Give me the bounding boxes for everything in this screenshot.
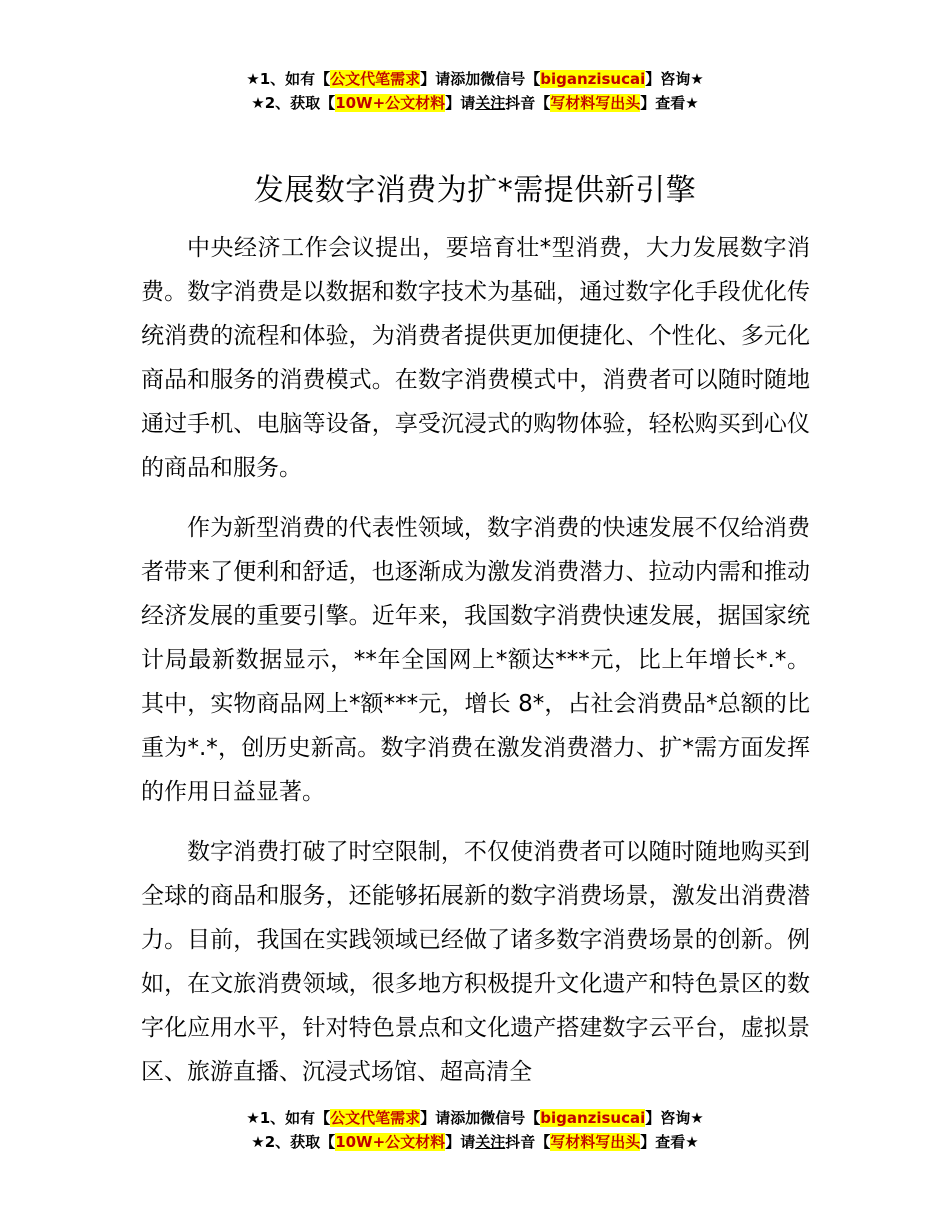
- banner-text: ★2、获取【: [251, 94, 336, 112]
- document-body: [141, 226, 810, 1110]
- banner-text: 】咨询★: [645, 1109, 704, 1127]
- banner-wechat-id: biganzisucai: [540, 70, 646, 88]
- banner-highlight: 写材料写出头: [550, 94, 641, 112]
- banner-underlined: 关注: [475, 1133, 506, 1151]
- banner-line-1: [0, 67, 950, 91]
- header-banner: [0, 67, 950, 115]
- banner-highlight: 10W+公文材料: [335, 94, 446, 112]
- banner-highlight: 公文代笔需求: [330, 70, 421, 88]
- banner-line-2: [0, 91, 950, 115]
- banner-line-2: [0, 1130, 950, 1154]
- banner-text: 抖音【: [505, 94, 551, 112]
- paragraph: 作为新型消费的代表性领域，数字消费的快速发展不仅给消费者带来了便利和舒适，也逐渐成为激发消费潜力、拉动内需和推动经济发展的重要引擎。近年来，我国数字消费快速发展，据国家统计局最新数据显示，**年全国网上*额达***元，比上年增长*.*。其中，实物商品网上*额***元，增长 8*，占社会消费品*总额的比重为*.*，创历史新高。数字消费在激发消费潜力、扩*需方面发挥的作用日益显著。: [141, 515, 810, 805]
- banner-text: ★1、如有【: [246, 1109, 331, 1127]
- banner-text: 】咨询★: [645, 70, 704, 88]
- footer-banner: [0, 1106, 950, 1154]
- banner-wechat-id: biganzisucai: [540, 1109, 646, 1127]
- banner-text: 】查看★: [640, 94, 699, 112]
- paragraph: 数字消费打破了时空限制，不仅使消费者可以随时随地购买到全球的商品和服务，还能够拓展新的数字消费场景，激发出消费潜力。目前，我国在实践领域已经做了诸多数字消费场景的创新。例如，在文旅消费领域，很多地方积极提升文化遗产和特色景区的数字化应用水平，针对特色景点和文化遗产搭建数字云平台，虚拟景区、旅游直播、沉浸式场馆、超高清全: [141, 839, 810, 1085]
- banner-text: 】请: [445, 1133, 476, 1151]
- banner-text: 】请添加微信号【: [420, 70, 541, 88]
- banner-text: 】请添加微信号【: [420, 1109, 541, 1127]
- banner-text: ★2、获取【: [251, 1133, 336, 1151]
- banner-highlight: 写材料写出头: [550, 1133, 641, 1151]
- banner-highlight: 公文代笔需求: [330, 1109, 421, 1127]
- banner-text: 】请: [445, 94, 476, 112]
- banner-text: ★1、如有【: [246, 70, 331, 88]
- paragraph: 中央经济工作会议提出，要培育壮*型消费，大力发展数字消费。数字消费是以数据和数字技术为基础，通过数字化手段优化传统消费的流程和体验，为消费者提供更加便捷化、个性化、多元化商品和服务的消费模式。在数字消费模式中，消费者可以随时随地通过手机、电脑等设备，享受沉浸式的购物体验，轻松购买到心仪的商品和服务。: [141, 235, 810, 481]
- banner-highlight: 10W+公文材料: [335, 1133, 446, 1151]
- banner-text: 抖音【: [505, 1133, 551, 1151]
- banner-text: 】查看★: [640, 1133, 699, 1151]
- banner-underlined: 关注: [475, 94, 506, 112]
- banner-line-1: [0, 1106, 950, 1130]
- document-title: 发展数字消费为扩*需提供新引擎: [253, 173, 697, 208]
